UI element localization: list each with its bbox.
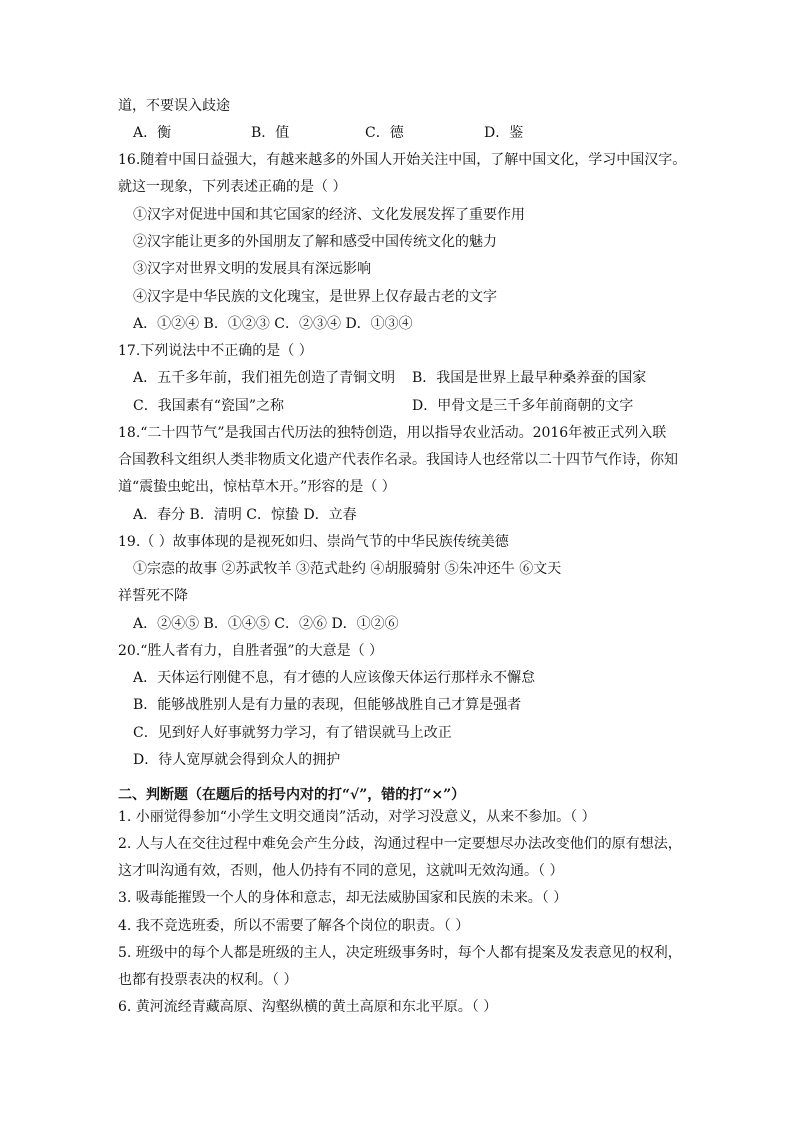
judge-4: 4. 我不竞选班委，所以不需要了解各个岗位的职责。（ ） xyxy=(118,918,470,934)
q16-item-4: ④汉字是中华民族的文化瑰宝，是世界上仅存最古老的文字 xyxy=(133,289,497,305)
judge-2: 2. 人与人在交往过程中难免会产生分歧，沟通过程中一定要想尽办法改变他们的原有想法， xyxy=(118,836,682,852)
question-18: 18.“二十四节气”是我国古代历法的独特创造，用以指导农业活动。2016年被正式列入联 xyxy=(118,425,667,441)
judge-5-cont: 也都有投票表决的权利。（ ） xyxy=(118,972,298,988)
q16-options: A．①②④ B．①②③ C．②③④ D．①③④ xyxy=(133,316,413,332)
q15-option-d: D．鉴 xyxy=(484,125,524,141)
q19-items-cont: 祥誓死不降 xyxy=(118,588,188,604)
question-17: 17.下列说法中不正确的是（ ） xyxy=(118,343,313,359)
question-16-cont: 就这一现象，下列表述正确的是（ ） xyxy=(118,179,347,195)
q20-option-b: B．能够战胜别人是有力量的表现，但能够战胜自己才算是强者 xyxy=(133,697,522,713)
judge-5: 5. 班级中的每个人都是班级的主人，决定班级事务时，每个人都有提案及发表意见的权利， xyxy=(118,945,682,961)
question-16: 16.随着中国日益强大，有越来越多的外国人开始关注中国，了解中国文化，学习中国汉字。 xyxy=(118,152,687,168)
judge-6: 6. 黄河流经青藏高原、沟壑纵横的黄土高原和东北平原。（ ） xyxy=(118,999,498,1015)
judge-2-cont: 这才叫沟通有效，否则，他人仍持有不同的意见，这就叫无效沟通。（ ） xyxy=(118,863,564,879)
q16-item-2: ②汉字能让更多的外国朋友了解和感受中国传统文化的魅力 xyxy=(133,234,497,250)
q15-option-b: B．值 xyxy=(251,125,290,141)
section-2-heading: 二、判断题（在题后的括号内对的打“√”，错的打“×”） xyxy=(118,787,466,803)
question-15-stem-end: 道，不要误入歧途 xyxy=(118,98,230,114)
q19-options: A．②④⑤ B．①④⑤ C．②⑥ D．①②⑥ xyxy=(133,616,399,632)
q18-options: A．春分 B．清明 C．惊蛰 D．立春 xyxy=(133,507,357,523)
q16-item-3: ③汉字对世界文明的发展具有深远影响 xyxy=(133,261,371,277)
q17-option-a: A．五千多年前，我们祖先创造了青铜文明 xyxy=(133,370,396,386)
q17-option-b: B．我国是世界上最早种桑养蚕的国家 xyxy=(412,370,647,386)
q20-option-c: C．见到好人好事就努力学习，有了错误就马上改正 xyxy=(133,725,452,741)
question-18-cont-1: 合国教科文组织人类非物质文化遗产代表作名录。我国诗人也经常以二十四节气作诗，你知 xyxy=(118,452,678,468)
question-19: 19.（ ）故事体现的是视死如归、崇尚气节的中华民族传统美德 xyxy=(118,534,509,550)
judge-3: 3. 吸毒能摧毁一个人的身体和意志，却无法威胁国家和民族的未来。（ ） xyxy=(118,890,568,906)
q16-item-1: ①汉字对促进中国和其它国家的经济、文化发展发挥了重要作用 xyxy=(133,207,525,223)
question-18-cont-2: 道“震蛰虫蛇出，惊枯草木开。”形容的是（ ） xyxy=(118,479,396,495)
q17-option-c: C．我国素有“瓷国”之称 xyxy=(133,398,285,414)
q19-items: ①宗悫的故事 ②苏武牧羊 ③范式赴约 ④胡服骑射 ⑤朱冲还牛 ⑥文天 xyxy=(133,561,562,577)
q20-option-a: A．天体运行刚健不息，有才德的人应该像天体运行那样永不懈怠 xyxy=(133,670,536,686)
q17-option-d: D．甲骨文是三千多年前商朝的文字 xyxy=(412,398,634,414)
judge-1: 1. 小丽觉得参加“小学生文明交通岗”活动，对学习没意义，从来不参加。（ ） xyxy=(118,809,596,825)
q20-option-d: D．待人宽厚就会得到众人的拥护 xyxy=(133,752,341,768)
q15-option-c: C．德 xyxy=(365,125,404,141)
question-20: 20.“胜人者有力，自胜者强”的大意是（ ） xyxy=(118,643,384,659)
q15-option-a: A．衡 xyxy=(133,125,172,141)
